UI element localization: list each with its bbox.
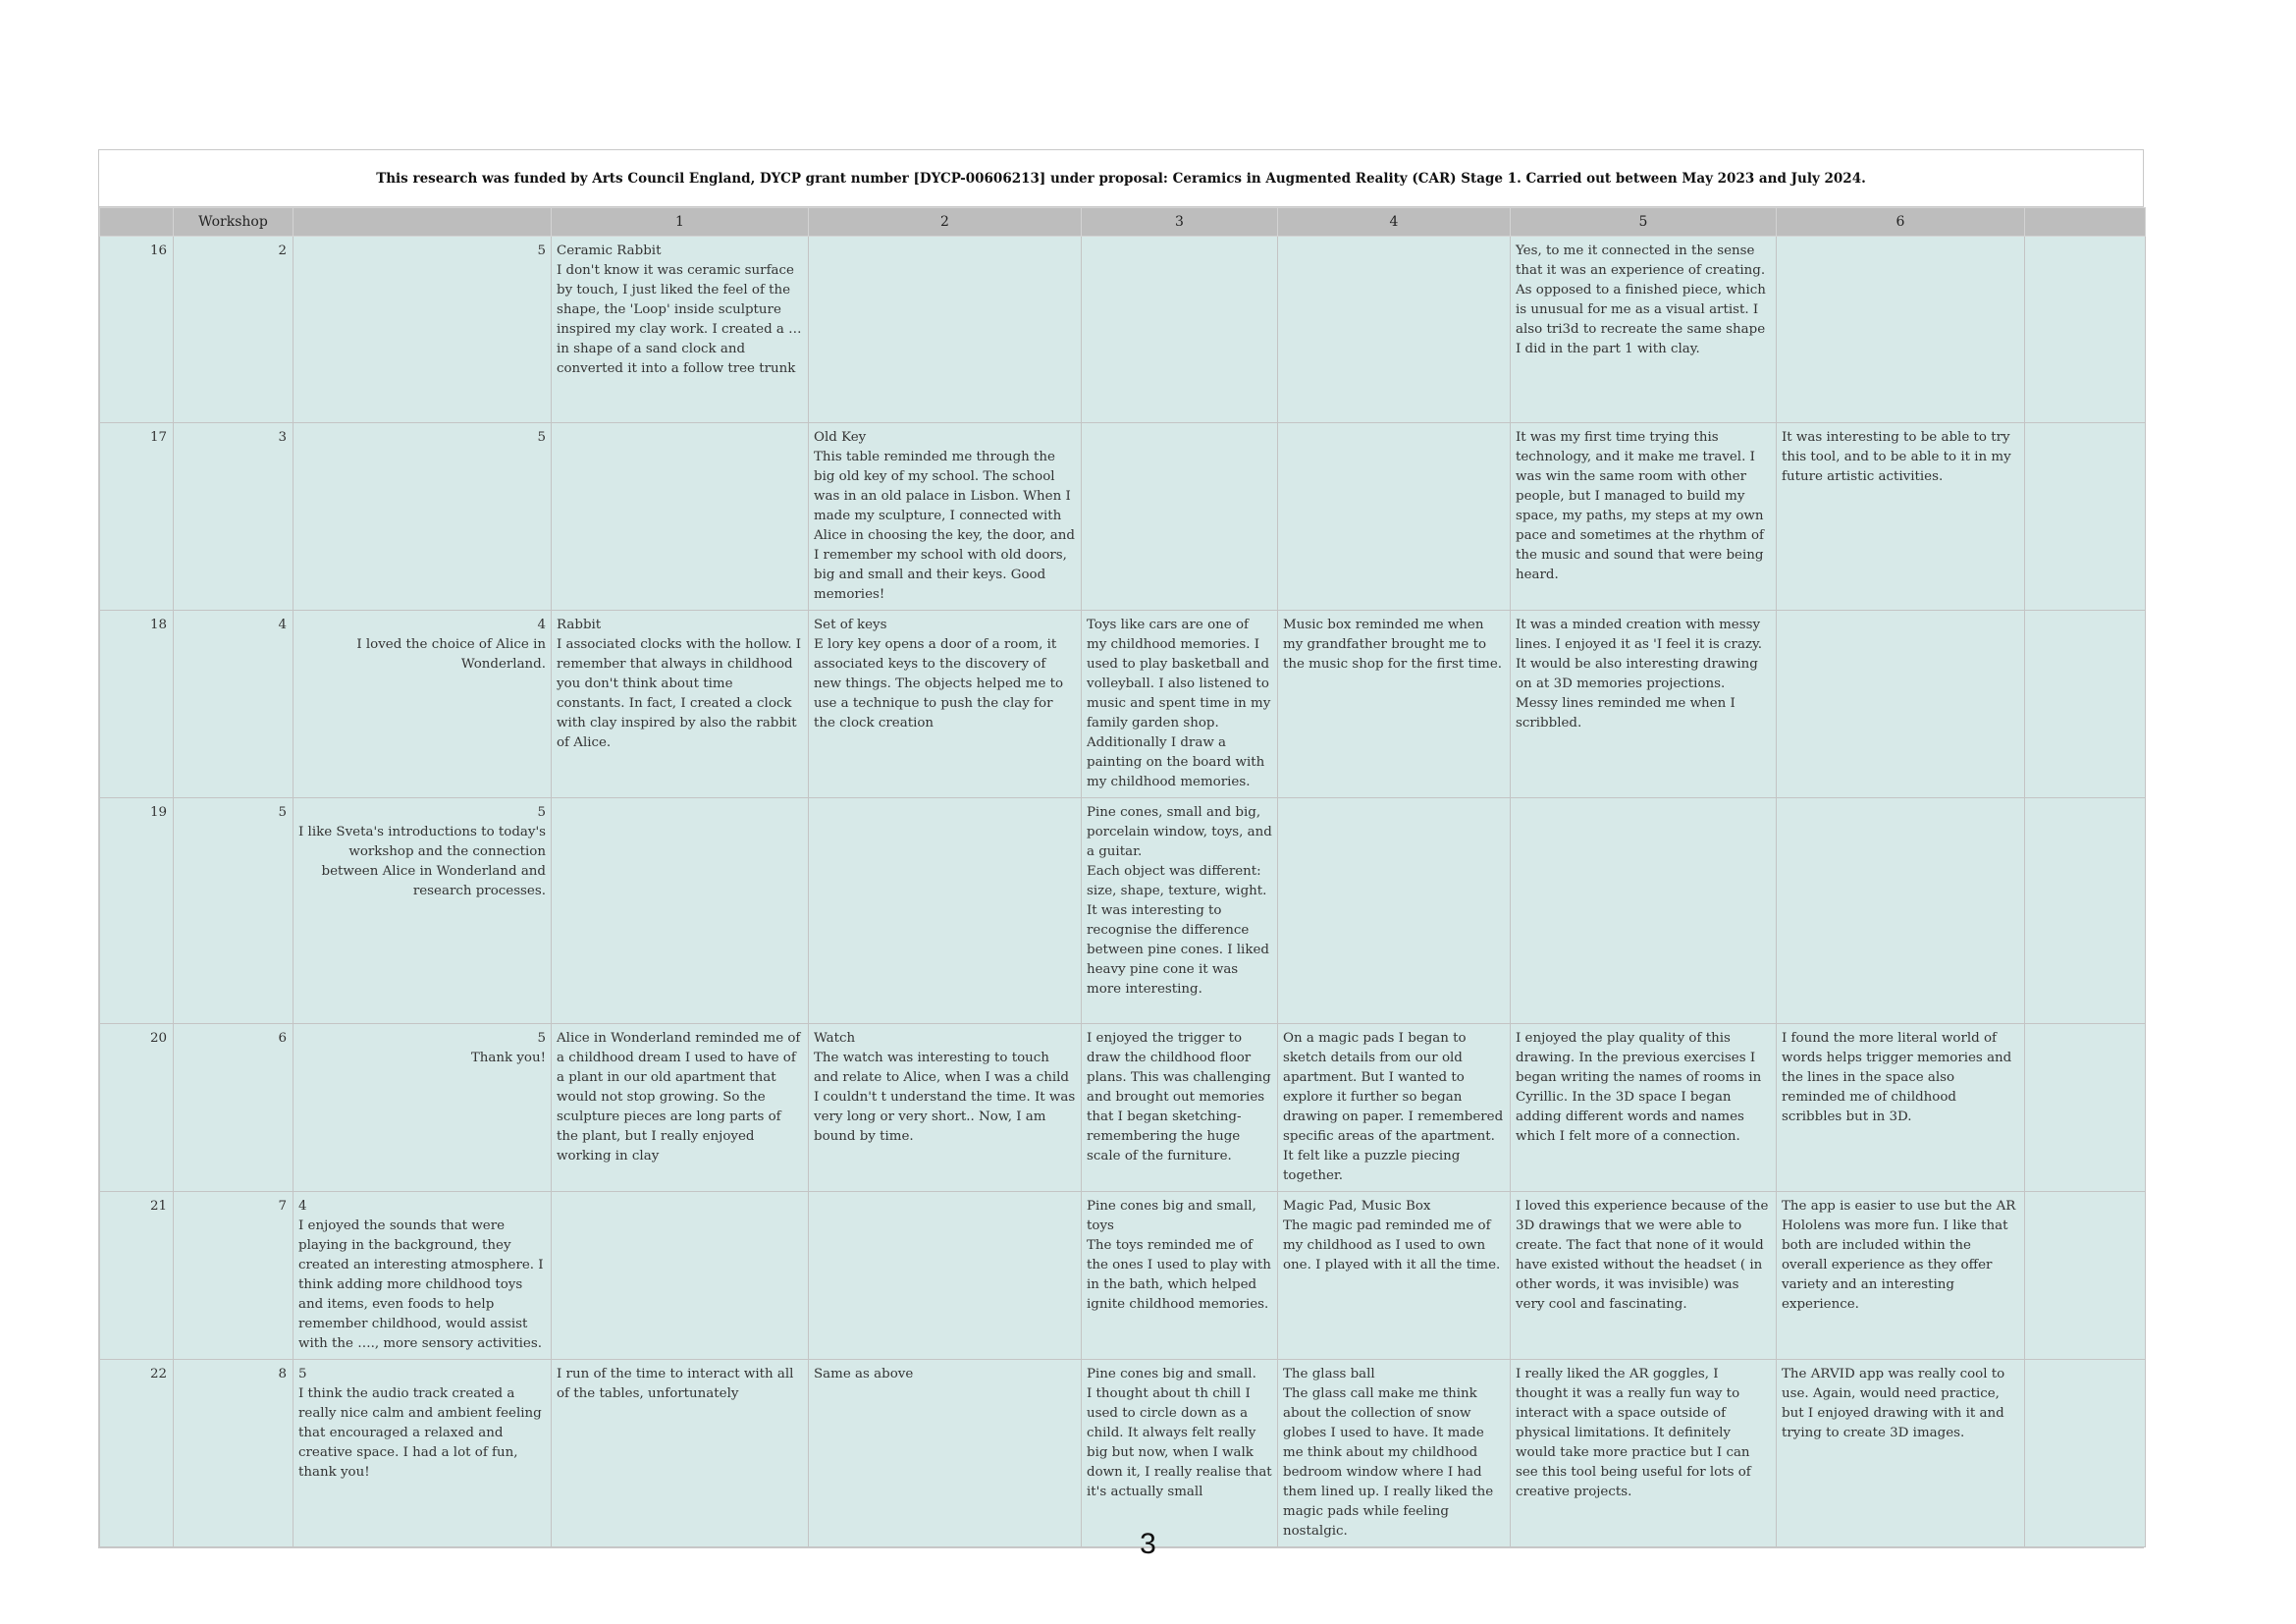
- response-cell-6: I found the more literal world of words helps trigger memories and the lines in the space also reminded me of childhood scribbles but in 3D.: [1777, 1024, 2025, 1192]
- empty-cell: [2025, 1024, 2146, 1192]
- header-cell-6: 6: [1777, 208, 2025, 237]
- response-cell-4: The glass ball The glass call make me think about the collection of snow globes I used to have. It made me think about my childhood bedroom window where I had them lined up. I really liked the magic pads while feeling nostalgic.: [1278, 1360, 1511, 1547]
- header-cell-4: 4: [1278, 208, 1511, 237]
- header-cell-workshop: Workshop: [174, 208, 294, 237]
- response-cell-5: Yes, to me it connected in the sense that it was an experience of creating. As opposed to a finished piece, which is unusual for me as a visual artist. I also tri3d to recreate the same shape I did in the part 1 with clay.: [1511, 237, 1777, 423]
- response-cell-4: [1278, 237, 1511, 423]
- rating-comment-cell: 5 Thank you!: [294, 1024, 552, 1192]
- response-cell-3: I enjoyed the trigger to draw the childhood floor plans. This was challenging and brought out memories that I began sketching- remembering the huge scale of the furniture.: [1082, 1024, 1278, 1192]
- response-cell-3: Pine cones big and small, toys The toys reminded me of the ones I used to play with in the bath, which helped ignite childhood memories.: [1082, 1192, 1278, 1360]
- response-cell-2: Old Key This table reminded me through the big old key of my school. The school was in an old palace in Lisbon. When I made my sculpture, I connected with Alice in choosing the key, the door, and I remember my school with old doors, big and small and their keys. Good memories!: [809, 423, 1082, 611]
- empty-cell: [2025, 611, 2146, 798]
- table-row: [100, 1024, 2146, 1192]
- response-cell-5: It was my first time trying this technology, and it make me travel. I was win the same room with other people, but I managed to build my space, my paths, my steps at my own pace and sometimes at the rhythm of the music and sound that were being heard.: [1511, 423, 1777, 611]
- table-row: [100, 1360, 2146, 1547]
- table-row: [100, 1192, 2146, 1360]
- funding-banner: This research was funded by Arts Council England, DYCP grant number [DYCP-00606213] under proposal: Ceramics in Augmented Reality (CAR) Stage 1. Carried out between May 2023 and July 2024.: [99, 150, 2143, 207]
- response-cell-2: [809, 237, 1082, 423]
- workshop-cell: 7: [174, 1192, 294, 1360]
- response-cell-5: I really liked the AR goggles, I thought it was a really fun way to interact with a space outside of physical limitations. It definitely would take more practice but I can see this tool being useful for lots of creative projects.: [1511, 1360, 1777, 1547]
- row-id-cell: 18: [100, 611, 174, 798]
- workshop-cell: 4: [174, 611, 294, 798]
- response-cell-2: Watch The watch was interesting to touch and relate to Alice, when I was a child I couldn't t understand the time. It was very long or very short.. Now, I am bound by time.: [809, 1024, 1082, 1192]
- response-cell-5: [1511, 798, 1777, 1024]
- row-id-cell: 22: [100, 1360, 174, 1547]
- header-row: [100, 208, 2146, 237]
- response-cell-4: [1278, 798, 1511, 1024]
- response-cell-1: [552, 798, 809, 1024]
- response-cell-3: Pine cones big and small. I thought about th chill I used to circle down as a child. It always felt really big but now, when I walk down it, I really realise that it's actually small: [1082, 1360, 1278, 1547]
- row-id-cell: 21: [100, 1192, 174, 1360]
- response-cell-2: Same as above: [809, 1360, 1082, 1547]
- response-cell-3: [1082, 237, 1278, 423]
- response-cell-4: Magic Pad, Music Box The magic pad reminded me of my childhood as I used to own one. I played with it all the time.: [1278, 1192, 1511, 1360]
- row-id-cell: 16: [100, 237, 174, 423]
- table-row: [100, 423, 2146, 611]
- header-cell: [2025, 208, 2146, 237]
- response-cell-5: I loved this experience because of the 3D drawings that we were able to create. The fact that none of it would have existed without the headset ( in other words, it was invisible) was very cool and fascinating.: [1511, 1192, 1777, 1360]
- response-cell-1: Ceramic Rabbit I don't know it was ceramic surface by touch, I just liked the feel of the shape, the 'Loop' inside sculpture inspired my clay work. I created a … in shape of a sand clock and converted it into a follow tree trunk: [552, 237, 809, 423]
- spreadsheet: [98, 149, 2144, 1548]
- empty-cell: [2025, 237, 2146, 423]
- workshop-cell: 6: [174, 1024, 294, 1192]
- response-cell-6: The ARVID app was really cool to use. Again, would need practice, but I enjoyed drawing with it and trying to create 3D images.: [1777, 1360, 2025, 1547]
- response-cell-6: [1777, 237, 2025, 423]
- table-row: [100, 611, 2146, 798]
- workshop-cell: 5: [174, 798, 294, 1024]
- table-row: [100, 237, 2146, 423]
- row-id-cell: 20: [100, 1024, 174, 1192]
- header-cell-2: 2: [809, 208, 1082, 237]
- header-cell-3: 3: [1082, 208, 1278, 237]
- empty-cell: [2025, 423, 2146, 611]
- empty-cell: [2025, 1360, 2146, 1547]
- response-cell-3: [1082, 423, 1278, 611]
- rating-comment-cell: 4 I enjoyed the sounds that were playing in the background, they created an interesting atmosphere. I think adding more childhood toys and items, even foods to help remember childhood, would assist with the …., more sensory activities.: [294, 1192, 552, 1360]
- response-cell-1: [552, 423, 809, 611]
- response-cell-5: It was a minded creation with messy lines. I enjoyed it as 'I feel it is crazy. It would be also interesting drawing on at 3D memories projections. Messy lines reminded me when I scribbled.: [1511, 611, 1777, 798]
- response-cell-2: [809, 1192, 1082, 1360]
- rating-comment-cell: 5 I think the audio track created a really nice calm and ambient feeling that encouraged a relaxed and creative space. I had a lot of fun, thank you!: [294, 1360, 552, 1547]
- response-cell-6: [1777, 611, 2025, 798]
- response-cell-6: It was interesting to be able to try this tool, and to be able to it in my future artistic activities.: [1777, 423, 2025, 611]
- response-cell-3: Pine cones, small and big, porcelain window, toys, and a guitar. Each object was different: size, shape, texture, wight. It was interesting to recognise the difference between pine cones. I liked heavy pine cone it was more interesting.: [1082, 798, 1278, 1024]
- response-cell-6: [1777, 798, 2025, 1024]
- header-cell-1: 1: [552, 208, 809, 237]
- rating-comment-cell: 5: [294, 423, 552, 611]
- response-cell-4: On a magic pads I began to sketch details from our old apartment. But I wanted to explore it further so began drawing on paper. I remembered specific areas of the apartment. It felt like a puzzle piecing together.: [1278, 1024, 1511, 1192]
- header-cell: [294, 208, 552, 237]
- response-cell-3: Toys like cars are one of my childhood memories. I used to play basketball and volleyball. I also listened to music and spent time in my family garden shop. Additionally I draw a painting on the board with my childhood memories.: [1082, 611, 1278, 798]
- workshop-cell: 3: [174, 423, 294, 611]
- response-cell-1: I run of the time to interact with all of the tables, unfortunately: [552, 1360, 809, 1547]
- response-cell-4: [1278, 423, 1511, 611]
- response-cell-1: Alice in Wonderland reminded me of a childhood dream I used to have of a plant in our old apartment that would not stop growing. So the sculpture pieces are long parts of the plant, but I really enjoyed working in clay: [552, 1024, 809, 1192]
- response-cell-1: Rabbit I associated clocks with the hollow. I remember that always in childhood you don't think about time constants. In fact, I created a clock with clay inspired by also the rabbit of Alice.: [552, 611, 809, 798]
- response-cell-6: The app is easier to use but the AR Hololens was more fun. I like that both are included within the overall experience as they offer variety and an interesting experience.: [1777, 1192, 2025, 1360]
- workshop-cell: 2: [174, 237, 294, 423]
- workshop-cell: 8: [174, 1360, 294, 1547]
- response-cell-5: I enjoyed the play quality of this drawing. In the previous exercises I began writing the names of rooms in Cyrillic. In the 3D space I began adding different words and names which I felt more of a connection.: [1511, 1024, 1777, 1192]
- rating-comment-cell: 5: [294, 237, 552, 423]
- page-number: 3: [1140, 1528, 1156, 1560]
- row-id-cell: 17: [100, 423, 174, 611]
- response-cell-4: Music box reminded me when my grandfather brought me to the music shop for the first time.: [1278, 611, 1511, 798]
- table-row: [100, 798, 2146, 1024]
- rating-comment-cell: 5 I like Sveta's introductions to today's workshop and the connection between Alice in Wonderland and research processes.: [294, 798, 552, 1024]
- responses-table: [99, 207, 2146, 1547]
- empty-cell: [2025, 1192, 2146, 1360]
- rating-comment-cell: 4 I loved the choice of Alice in Wonderland.: [294, 611, 552, 798]
- response-cell-1: [552, 1192, 809, 1360]
- header-cell: [100, 208, 174, 237]
- header-cell-5: 5: [1511, 208, 1777, 237]
- empty-cell: [2025, 798, 2146, 1024]
- response-cell-2: Set of keys E lory key opens a door of a room, it associated keys to the discovery of new things. The objects helped me to use a technique to push the clay for the clock creation: [809, 611, 1082, 798]
- response-cell-2: [809, 798, 1082, 1024]
- row-id-cell: 19: [100, 798, 174, 1024]
